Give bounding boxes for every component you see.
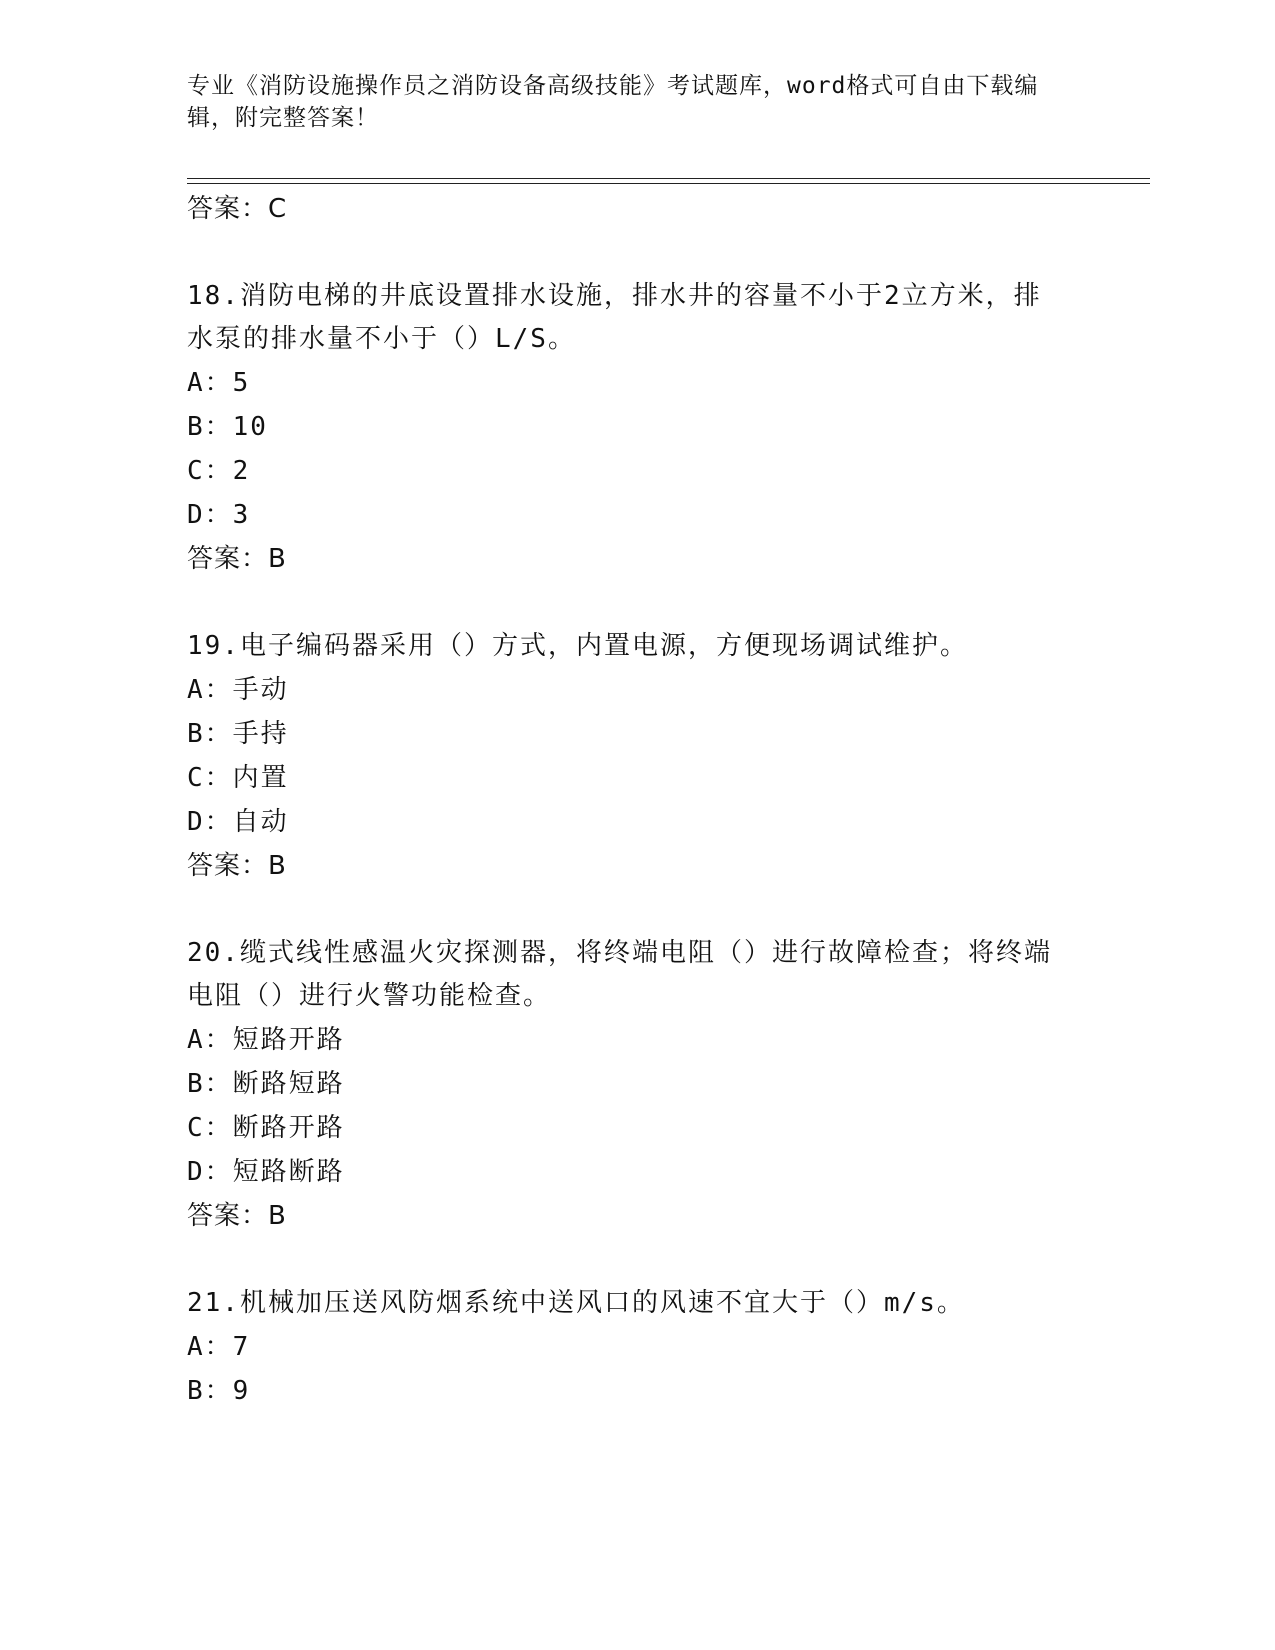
header-line-1: 专业《消防设施操作员之消防设备高级技能》考试题库，word格式可自由下载编 — [187, 73, 1039, 99]
header-line-2: 辑，附完整答案！ — [187, 105, 379, 131]
document-header — [187, 70, 1067, 134]
question-20-stem-line-1: 20.缆式线性感温火灾探测器，将终端电阻（）进行故障检查；将终端 — [187, 938, 1052, 968]
question-21-option-a: A：7 — [187, 1332, 251, 1362]
question-20-option-c: C：断路开路 — [187, 1113, 345, 1143]
question-18-stem-line-2: 水泵的排水量不小于（）L/S。 — [187, 324, 576, 354]
question-18-answer: 答案：B — [187, 544, 287, 574]
question-20-option-a: A：短路开路 — [187, 1025, 345, 1055]
question-19-option-d: D：自动 — [187, 807, 289, 837]
question-19-stem-line-1: 19.电子编码器采用（）方式，内置电源，方便现场调试维护。 — [187, 631, 968, 661]
question-18-option-c: C：2 — [187, 456, 251, 486]
previous-answer: 答案：C — [187, 194, 288, 224]
question-20-answer: 答案：B — [187, 1201, 287, 1231]
question-18-option-b: B：10 — [187, 412, 268, 442]
question-18-stem-line-1: 18.消防电梯的井底设置排水设施，排水井的容量不小于2立方米，排 — [187, 281, 1042, 311]
question-18-option-a: A：5 — [187, 368, 251, 398]
question-18-option-d: D：3 — [187, 500, 251, 530]
header-divider-bottom — [187, 183, 1150, 184]
question-20-option-b: B：断路短路 — [187, 1069, 345, 1099]
question-20-stem-line-2: 电阻（）进行火警功能检查。 — [187, 981, 552, 1011]
question-21-stem-line-1: 21.机械加压送风防烟系统中送风口的风速不宜大于（）m/s。 — [187, 1288, 965, 1318]
question-19-option-b: B：手持 — [187, 719, 289, 749]
question-19-option-c: C：内置 — [187, 763, 289, 793]
question-19-option-a: A：手动 — [187, 675, 289, 705]
question-21-option-b: B：9 — [187, 1376, 251, 1406]
header-divider-top — [187, 178, 1150, 179]
question-19-answer: 答案：B — [187, 851, 287, 881]
question-20-option-d: D：短路断路 — [187, 1157, 345, 1187]
